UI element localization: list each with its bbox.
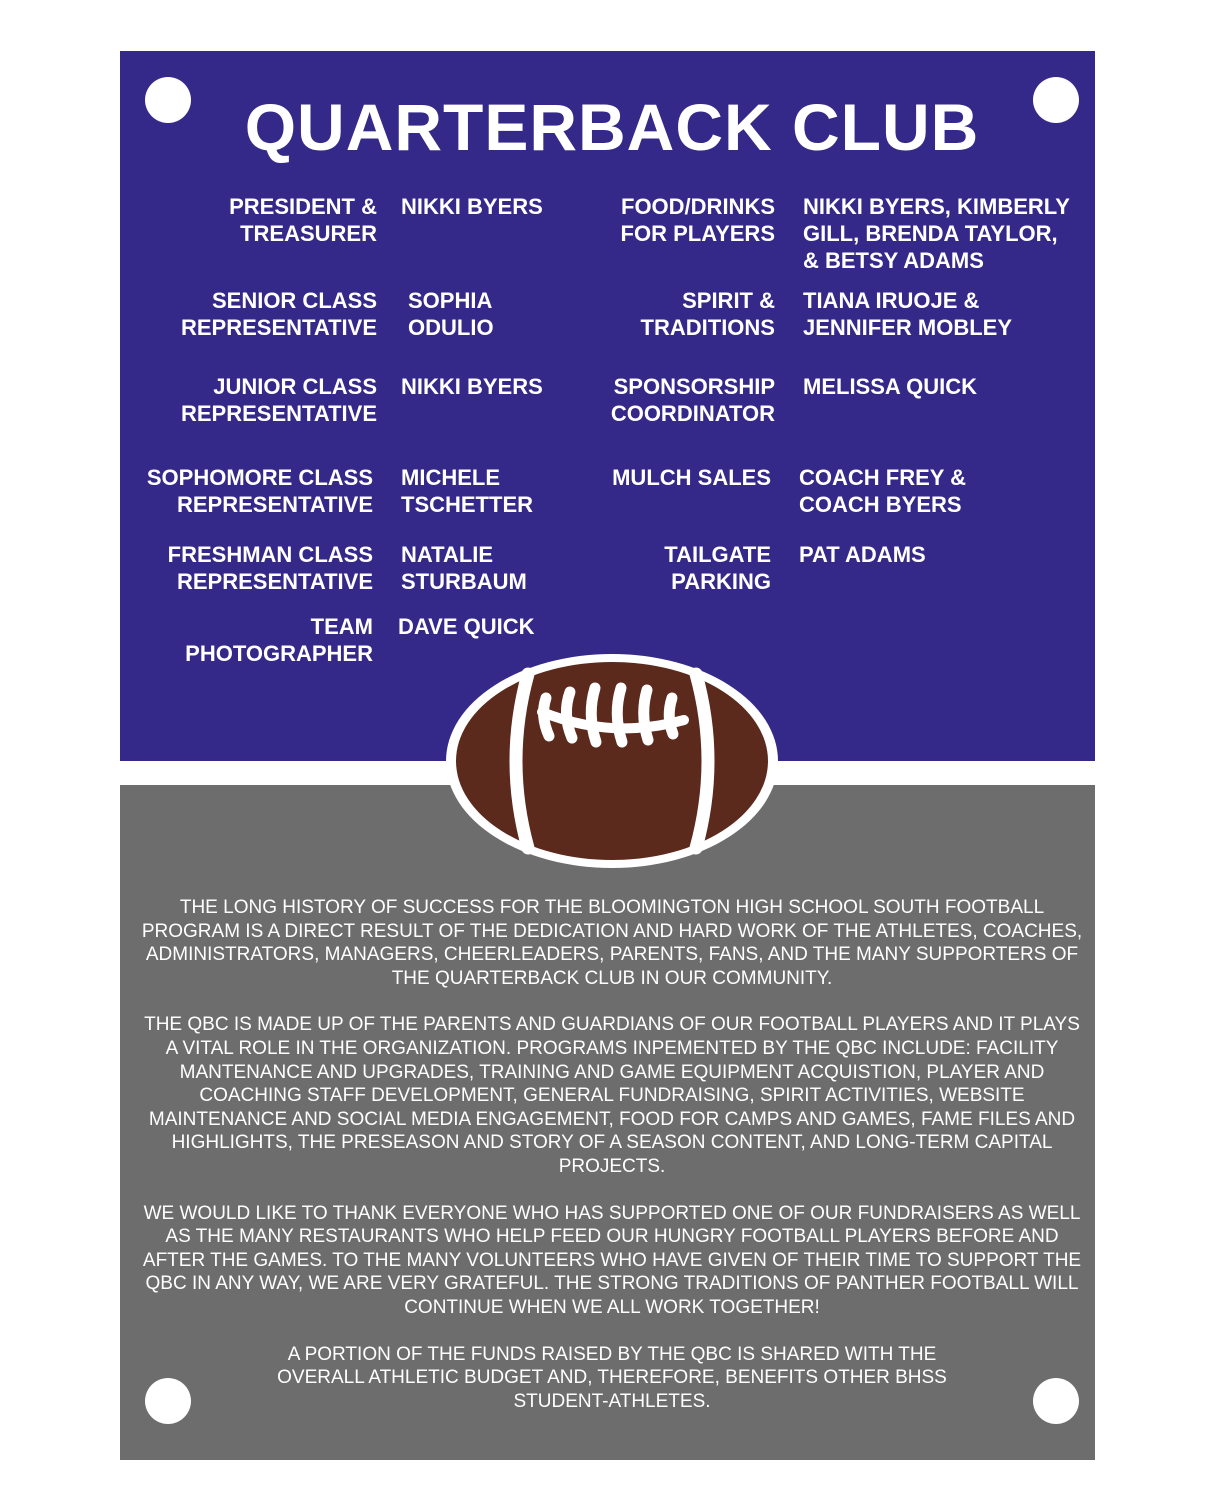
officer-name: SOPHIA ODULIO [408, 288, 494, 340]
officer-name: PAT ADAMS [799, 542, 926, 567]
role-label: FRESHMAN CLASS REPRESENTATIVE [167, 542, 373, 594]
officer-name: NATALIE STURBAUM [401, 542, 527, 594]
paragraph-thanks: WE WOULD LIKE TO THANK EVERYONE WHO HAS SUPPORTED ONE OF OUR FUNDRAISERS AS WELL AS THE MANY RESTAURANTS WHO HELP FEED OUR HUNGRY FOOTBALL PLAYERS BEFORE AND AFTER THE GAMES. TO THE MANY VOLUNTEERS WHO HAVE GIVEN OF THEIR TIME TO SUPPORT THE QBC IN ANY WAY, WE ARE VERY GRATEFUL. THE STRONG TRADITIONS OF PANTHER FOOTBALL WILL CONTINUE WHEN WE ALL WORK TOGETHER! [142, 1202, 1082, 1318]
paragraph-funds: A PORTION OF THE FUNDS RAISED BY THE QBC IS SHARED WITH THE OVERALL ATHLETIC BUDGET AND, THEREFORE, BENEFITS OTHER BHSS STUDENT-ATHLETES. [277, 1343, 947, 1412]
role-label: JUNIOR CLASS REPRESENTATIVE [181, 374, 377, 426]
officer-name: NIKKI BYERS [401, 194, 543, 219]
role-label: PRESIDENT & TREASURER [229, 194, 377, 246]
officer-name: NIKKI BYERS [401, 374, 543, 399]
officer-name: DAVE QUICK [398, 614, 535, 639]
role-label: TAILGATE PARKING [664, 542, 771, 594]
role-label: SPONSORSHIP COORDINATOR [610, 374, 775, 426]
officer-name: NIKKI BYERS, KIMBERLY GILL, BRENDA TAYLOR, & BETSY ADAMS [803, 194, 1070, 273]
role-label: SENIOR CLASS REPRESENTATIVE [181, 288, 377, 340]
role-label: SPIRIT & TRADITIONS [640, 288, 775, 340]
officer-name: COACH FREY & COACH BYERS [799, 465, 967, 517]
football-icon [444, 652, 780, 870]
role-label: TEAM PHOTOGRAPHER [185, 614, 373, 666]
officer-name: TIANA IRUOJE & JENNIFER MOBLEY [803, 288, 1013, 340]
page-title: QUARTERBACK CLUB [244, 90, 980, 164]
role-label: MULCH SALES [612, 465, 771, 490]
paragraph-qbc-programs: THE QBC IS MADE UP OF THE PARENTS AND GUARDIANS OF OUR FOOTBALL PLAYERS AND IT PLAYS A VITAL ROLE IN THE ORGANIZATION. PROGRAMS INPEMENTED BY THE QBC INCLUDE: FACILITY MANTENANCE AND UPGRADES, TRAINING AND GAME EQUIPMENT ACQUISTION, PLAYER AND COACHING STAFF DEVELOPMENT, GENERAL FUNDRAISING, SPIRIT ACTIVITIES, WEBSITE MAINTENANCE AND SOCIAL MEDIA ENGAGEMENT, FOOD FOR CAMPS AND GAMES, FAME FILES AND HIGHLIGHTS, THE PRESEASON AND STORY OF A SEASON CONTENT, AND LONG-TERM CAPITAL PROJECTS. [144, 1014, 1080, 1177]
role-label: FOOD/DRINKS FOR PLAYERS [620, 194, 775, 246]
description-text [140, 896, 1084, 1436]
officer-name: MICHELE TSCHETTER [401, 465, 533, 517]
role-label: SOPHOMORE CLASS REPRESENTATIVE [146, 465, 373, 517]
paragraph-history: THE LONG HISTORY OF SUCCESS FOR THE BLOOMINGTON HIGH SCHOOL SOUTH FOOTBALL PROGRAM IS A DIRECT RESULT OF THE DEDICATION AND HARD WORK OF THE ATHLETES, COACHES, ADMINISTRATORS, MANAGERS, CHEERLEADERS, PARENTS, FANS, AND THE MANY SUPPORTERS OF THE QUARTERBACK CLUB IN OUR COMMUNITY. [141, 897, 1083, 989]
officer-name: MELISSA QUICK [803, 374, 977, 399]
